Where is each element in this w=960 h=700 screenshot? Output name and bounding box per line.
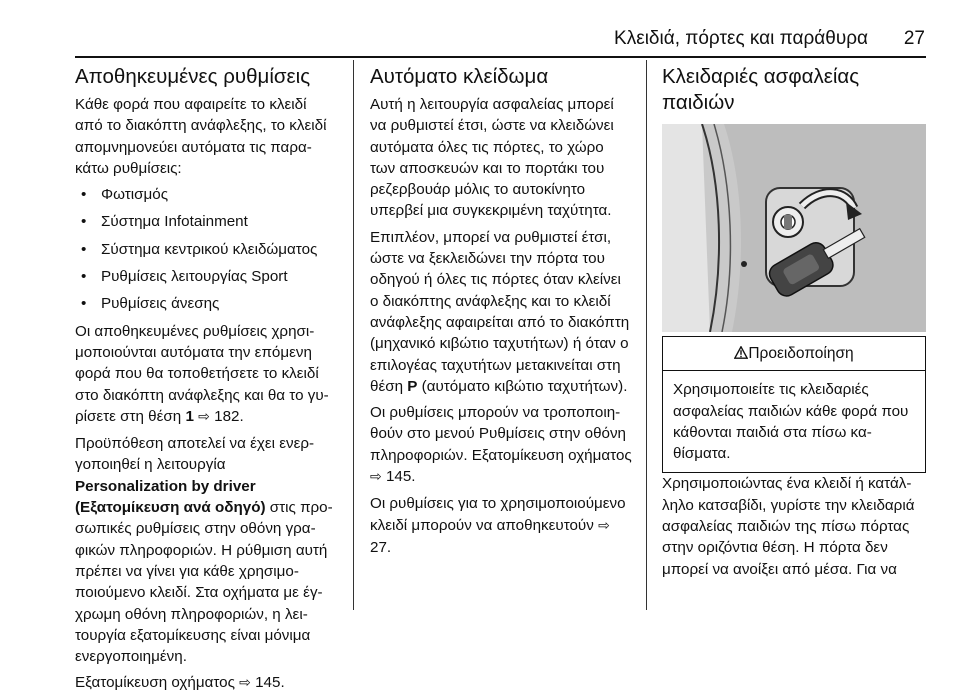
warning-header	[663, 337, 925, 371]
paragraph-child-lock-instructions: Χρησιμοποιώντας ένα κλειδί ή κατάλληλο κατσαβίδι, γυρίστε την κλειδαριά ασφαλείας παιδιών της πίσω πόρτας στην οριζόντια θέση. Η πόρτα δεν μπορεί να ανοίξει από μέσα. Για να	[662, 475, 915, 578]
paragraph-text: (αυτόματο κιβώτιο ταχυτήτων).	[421, 377, 628, 395]
paragraph-unlock	[370, 227, 632, 397]
paragraph-key-settings	[370, 493, 632, 558]
list-item: • Σύστημα κεντρικού κλειδώματος	[75, 239, 337, 260]
column-child-locks	[662, 60, 926, 585]
paragraph-usage	[75, 321, 337, 428]
page-reference-arrow-icon: ⇨	[598, 517, 610, 534]
paragraph-text: στις προσωπικές ρυθμίσεις στην οθόνη γραφικών πληροφοριών. Η ρύθμιση αυτή πρέπει να γίνει για κάθε χρησιμοποιούμενο κλειδί. Στα οχήματα με έγχρωμη οθόνη πληροφοριών, η λειτουργία εξατομίκευσης είναι μόνιμα ενεργοποιημένη.	[75, 499, 333, 666]
header-rule	[75, 56, 926, 58]
gear-position-label: P	[407, 377, 418, 395]
warning-triangle-icon	[734, 346, 748, 359]
column-stored-settings	[75, 60, 337, 700]
list-item: • Σύστημα Infotainment	[75, 211, 337, 232]
warning-title: Προειδοποίηση	[748, 345, 854, 362]
page-number: 27	[903, 28, 925, 49]
paragraph-settings-change	[370, 402, 632, 488]
paragraph-text: Οι ρυθμίσεις μπορούν να τροποποιηθούν στο μενού Ρυθμίσεις στην οθόνη πληροφοριών. Εξατομίκευση οχήματος	[370, 404, 632, 464]
column-divider	[353, 60, 354, 610]
child-lock-illustration	[662, 124, 926, 332]
settings-list	[75, 184, 337, 314]
warning-box	[662, 336, 926, 473]
column-automatic-locking	[370, 60, 632, 563]
list-item: • Ρυθμίσεις λειτουργίας Sport	[75, 266, 337, 287]
paragraph-text: Επιπλέον, μπορεί να ρυθμιστεί έτσι, ώστε να ξεκλειδώνει την πόρτα του οδηγού ή όλες τις πόρτες όταν κλείνει ο διακόπτης ανάφλεξης και το κλειδί ανάφλεξης αφαιρείται από το διακόπτη (μηχανικό κιβώτιο ταχυτήτων) ή όταν ο επιλογέας ταχυτήτων μετακινείται στη θέση	[370, 228, 630, 395]
heading-automatic-locking: Αυτόματο κλείδωμα	[370, 65, 549, 88]
paragraph-description: Αυτή η λειτουργία ασφαλείας μπορεί να ρυθμιστεί έτσι, ώστε να κλειδώνει αυτόματα όλες τις πόρτες, το χώρο των αποσκευών και το πορτάκι του ρεζερβουάρ μόλις το αυτοκίνητο υπερβεί μια συγκεκριμένη ταχύτητα.	[370, 96, 614, 220]
intro-paragraph: Κάθε φορά που αφαιρείτε το κλειδί από το διακόπτη ανάφλεξης, το κλειδί απομνημονεύει αυτόματα τις παρακάτω ρυθμίσεις:	[75, 96, 327, 177]
heading-stored-settings: Αποθηκευμένες ρυθμίσεις	[75, 65, 311, 88]
paragraph-prerequisite	[75, 433, 337, 667]
paragraph-text: Οι αποθηκευμένες ρυθμίσεις χρησιμοποιούνται αυτόματα την επόμενη φορά που θα τοποθετήσετε το κλειδί στο διακόπτη ανάφλεξης και θα το γυρίσετε στη θέση	[75, 322, 329, 425]
page-header	[0, 28, 960, 58]
door-lock-drawing	[662, 124, 926, 332]
heading-child-locks: Κλειδαριές ασφαλείας παιδιών	[662, 65, 860, 114]
column-divider	[646, 60, 647, 610]
warning-body: Χρησιμοποιείτε τις κλειδαριές ασφαλείας παιδιών κάθε φορά που κάθονται παιδιά στα πίσω καθίσματα.	[673, 381, 909, 463]
paragraph-vehicle-personalization	[75, 672, 337, 694]
feature-name: Personalization by driver (Εξατομίκευση ανά οδηγό)	[75, 477, 266, 517]
page-reference-arrow-icon: ⇨	[370, 469, 382, 486]
list-item: • Ρυθμίσεις άνεσης	[75, 293, 337, 314]
position-label: 1	[185, 407, 194, 425]
list-item: • Φωτισμός	[75, 184, 337, 205]
page-reference-arrow-icon: ⇨	[239, 675, 251, 692]
paragraph-text: Προϋπόθεση αποτελεί να έχει ενεργοποιηθεί η λειτουργία	[75, 435, 315, 474]
page-reference[interactable]: 145.	[255, 674, 285, 692]
page-reference-arrow-icon: ⇨	[198, 408, 210, 425]
page-reference[interactable]: 182.	[214, 407, 244, 425]
paragraph-text: Εξατομίκευση οχήματος	[75, 674, 235, 692]
page-reference[interactable]: 27.	[370, 538, 392, 556]
page-reference[interactable]: 145.	[385, 468, 416, 486]
section-title: Κλειδιά, πόρτες και παράθυρα	[614, 28, 868, 49]
paragraph-text: Οι ρυθμίσεις για το χρησιμοποιούμενο κλειδί μπορούν να αποθηκευτούν	[370, 495, 626, 534]
